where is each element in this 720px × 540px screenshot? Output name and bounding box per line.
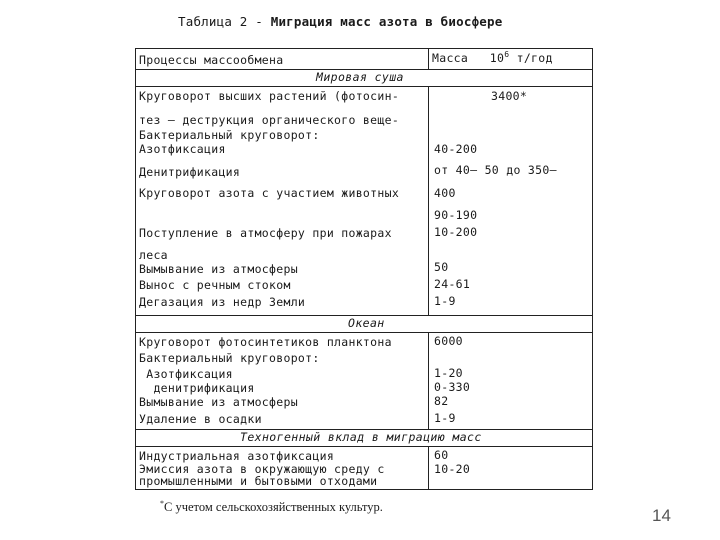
row-divider xyxy=(136,446,592,447)
ocean-row-value: 1-20 xyxy=(434,366,463,380)
ocean-row-text: Удаление в осадки xyxy=(139,412,262,426)
section-land: Мировая суша xyxy=(316,70,404,84)
row-divider xyxy=(136,332,592,333)
ocean-row-text: Вымывание из атмосферы xyxy=(139,395,298,409)
land-row-text: Азотфиксация xyxy=(139,142,226,156)
column-divider xyxy=(428,49,429,69)
land-row-value: 90-190 xyxy=(434,208,478,222)
land-row-value: 3400* xyxy=(491,89,528,103)
land-row-text: Круговорот азота с участием животных xyxy=(139,186,400,200)
nitrogen-migration-table xyxy=(135,48,593,490)
land-row-value: 24-61 xyxy=(434,277,471,291)
header-process: Процессы массообмена xyxy=(139,53,284,67)
land-row-text: леса xyxy=(139,248,168,262)
table-title-bold: Миграция масс азота в биосфере xyxy=(270,14,503,29)
land-row-text: Круговорот высших растений (фотосин- xyxy=(139,89,400,103)
land-row-text: Бактериальный круговорот: xyxy=(139,128,320,142)
column-divider xyxy=(428,332,429,429)
table-title-prefix: Таблица 2 - xyxy=(178,14,271,29)
ocean-row-value: 1-9 xyxy=(434,411,456,425)
header-mass-base: 10 xyxy=(489,51,505,65)
land-row-value: 10-200 xyxy=(434,225,478,239)
ocean-row-text: денитрификация xyxy=(139,381,255,395)
land-row-text: тез — деструкция органического веще- xyxy=(139,113,400,127)
column-divider xyxy=(428,446,429,489)
header-mass xyxy=(432,51,553,65)
ocean-row-text: Азотфиксация xyxy=(139,367,233,381)
land-row-text: Денитрификация xyxy=(139,165,241,179)
section-ocean: Океан xyxy=(348,316,385,330)
techno-row-text: промышленными и бытовыми отходами xyxy=(139,474,378,488)
land-row-text: Поступление в атмосферу при пожарах xyxy=(139,226,392,240)
footnote xyxy=(160,500,383,515)
land-row-value: от 40— 50 до 350— xyxy=(434,163,557,177)
techno-row-text: Эмиссия азота в окружающую среду с xyxy=(139,462,385,476)
ocean-row-value: 82 xyxy=(434,394,449,408)
land-row-text: Вынос с речным стоком xyxy=(139,278,291,292)
ocean-row-value: 0-330 xyxy=(434,380,471,394)
land-row-value: 400 xyxy=(434,186,456,200)
ocean-row-text: Круговорот фотосинтетиков планктона xyxy=(139,335,392,349)
table-title xyxy=(178,14,503,29)
land-row-text: Вымывание из атмосферы xyxy=(139,262,298,276)
row-divider xyxy=(136,86,592,87)
footnote-text: С учетом сельскохозяйственных культур. xyxy=(164,500,383,514)
land-row-text: Дегазация из недр Земли xyxy=(139,295,306,309)
header-mass-word: Масса xyxy=(432,51,469,65)
footnote-mark: * xyxy=(160,498,164,508)
ocean-row-text: Бактериальный круговорот: xyxy=(139,351,320,365)
section-techno: Техногенный вклад в миграцию масс xyxy=(240,430,482,444)
land-row-value: 40-200 xyxy=(434,142,478,156)
header-mass-exp: 6 xyxy=(504,50,510,60)
land-row-value: 1-9 xyxy=(434,294,456,308)
column-divider xyxy=(428,86,429,315)
techno-row-value: 60 xyxy=(434,448,449,462)
page-number: 14 xyxy=(652,506,671,525)
techno-row-value: 10-20 xyxy=(434,462,471,476)
land-row-value: 50 xyxy=(434,260,449,274)
techno-row-text: Индустриальная азотфиксация xyxy=(139,449,335,463)
ocean-row-value: 6000 xyxy=(434,334,463,348)
header-mass-unit: т/год xyxy=(516,51,553,65)
